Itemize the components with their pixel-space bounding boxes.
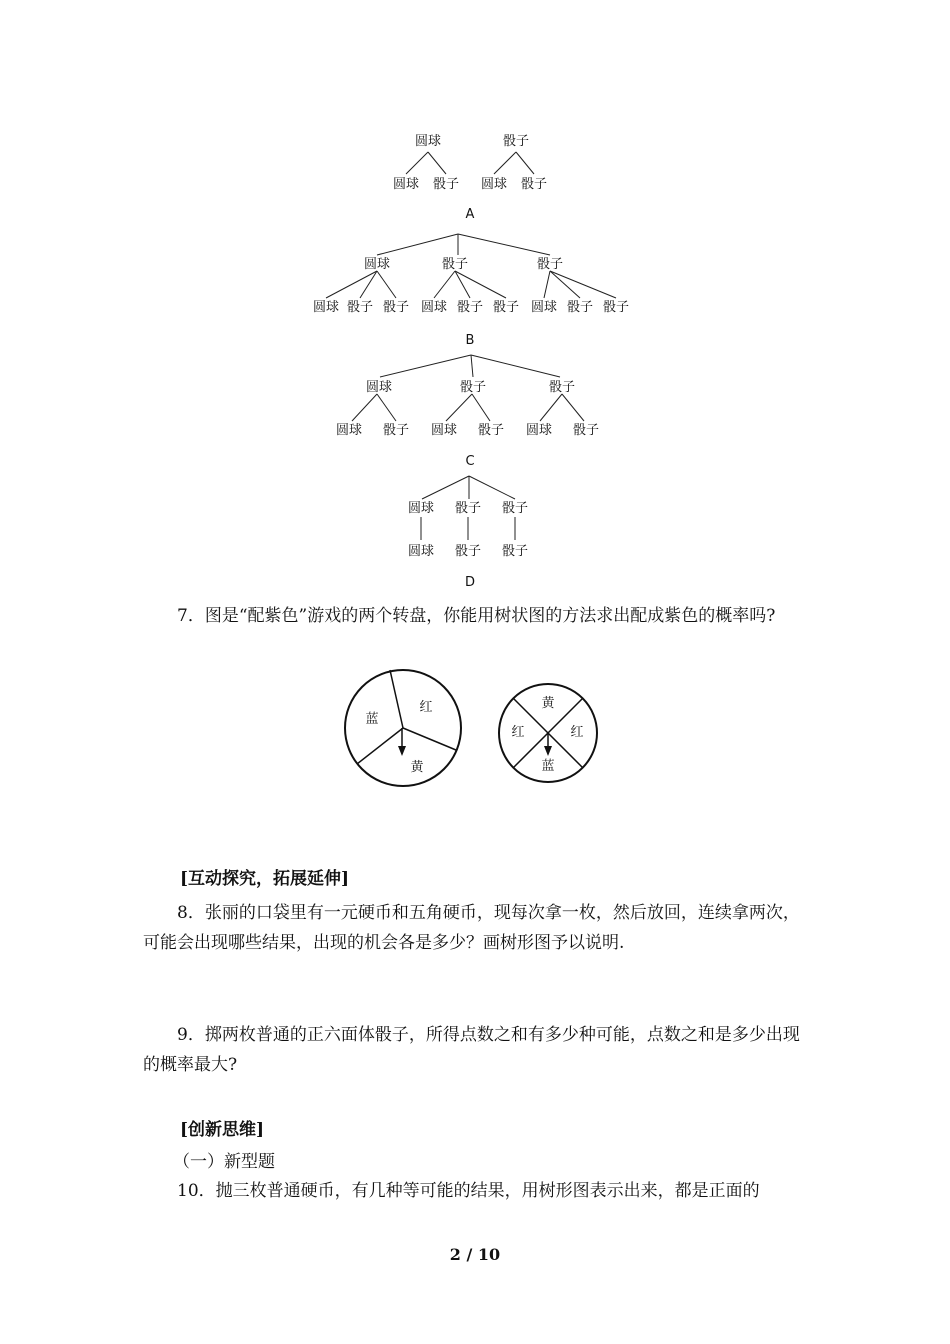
question-9: 9．掷两枚普通的正六面体骰子，所得点数之和有多少种可能，点数之和是多少出现的概率最大? bbox=[143, 1025, 800, 1075]
tree-c-label: C bbox=[465, 454, 475, 469]
tree-d-node: 骰子 bbox=[501, 501, 529, 516]
spinner-right-sector: 蓝 bbox=[541, 759, 555, 774]
tree-d-leaf: 圆球 bbox=[407, 544, 435, 559]
page-number: 2 / 10 bbox=[449, 1245, 501, 1264]
tree-b-leaf: 骰子 bbox=[602, 300, 630, 315]
tree-d-node: 骰子 bbox=[454, 501, 482, 516]
tree-c-leaf: 圆球 bbox=[430, 423, 458, 438]
tree-d-leaf: 骰子 bbox=[501, 544, 529, 559]
tree-d-leaf: 骰子 bbox=[454, 544, 482, 559]
tree-b-leaf: 骰子 bbox=[346, 300, 374, 315]
question-10: 10．抛三枚普通硬币，有几种等可能的结果，用树形图表示出来，都是正面的 bbox=[177, 1181, 760, 1201]
tree-c-leaf: 骰子 bbox=[382, 423, 410, 438]
tree-c-node: 圆球 bbox=[365, 380, 393, 395]
tree-d-node: 圆球 bbox=[407, 501, 435, 516]
question-7: 7．图是“配紫色”游戏的两个转盘，你能用树状图的方法求出配成紫色的概率吗? bbox=[177, 606, 776, 626]
tree-b-node: 圆球 bbox=[363, 257, 391, 272]
section-heading-interactive: [互动探究，拓展延伸] bbox=[180, 869, 350, 889]
tree-a-leaf: 圆球 bbox=[392, 177, 420, 192]
tree-a-leaf: 骰子 bbox=[520, 177, 548, 192]
tree-c-leaf: 圆球 bbox=[525, 423, 553, 438]
spinner-right-arrow bbox=[544, 746, 552, 756]
tree-c-node: 骰子 bbox=[459, 380, 487, 395]
spinner-right-sector: 红 bbox=[570, 725, 584, 740]
spinner-left bbox=[345, 670, 461, 786]
spinner-left-sector: 红 bbox=[419, 700, 433, 715]
tree-a-leaf: 骰子 bbox=[432, 177, 460, 192]
tree-b-leaf: 骰子 bbox=[492, 300, 520, 315]
spinner-left-sector: 蓝 bbox=[365, 712, 379, 727]
tree-b-node: 骰子 bbox=[536, 257, 564, 272]
spinner-right-sector: 黄 bbox=[541, 696, 555, 711]
tree-c-leaf: 圆球 bbox=[335, 423, 363, 438]
spinner-right-sector: 红 bbox=[511, 725, 525, 740]
subsection-new-type: （一）新型题 bbox=[173, 1152, 275, 1172]
section-heading-innovation: [创新思维] bbox=[180, 1120, 265, 1140]
tree-b-leaf: 圆球 bbox=[530, 300, 558, 315]
tree-a-leaf: 圆球 bbox=[480, 177, 508, 192]
tree-a-lines bbox=[406, 152, 534, 174]
tree-c-node: 骰子 bbox=[548, 380, 576, 395]
tree-b-leaf: 骰子 bbox=[382, 300, 410, 315]
tree-b-leaf: 圆球 bbox=[312, 300, 340, 315]
tree-c-leaf: 骰子 bbox=[572, 423, 600, 438]
tree-b-label: B bbox=[465, 333, 475, 348]
tree-a-root-2: 骰子 bbox=[502, 134, 530, 149]
tree-b-leaf: 圆球 bbox=[420, 300, 448, 315]
tree-b-leaf: 骰子 bbox=[456, 300, 484, 315]
tree-c-leaf: 骰子 bbox=[477, 423, 505, 438]
tree-a-root-1: 圆球 bbox=[414, 134, 442, 149]
tree-b-node: 骰子 bbox=[441, 257, 469, 272]
question-8: 8．张丽的口袋里有一元硬币和五角硬币，现每次拿一枚，然后放回，连续拿两次，可能会出现哪些结果，出现的机会各是多少？画树形图予以说明. bbox=[143, 903, 800, 953]
tree-a-label: A bbox=[465, 207, 475, 222]
spinner-left-arrow bbox=[398, 746, 406, 756]
spinner-left-sector: 黄 bbox=[410, 760, 424, 775]
tree-b-leaf: 骰子 bbox=[566, 300, 594, 315]
tree-d-label: D bbox=[464, 575, 476, 590]
